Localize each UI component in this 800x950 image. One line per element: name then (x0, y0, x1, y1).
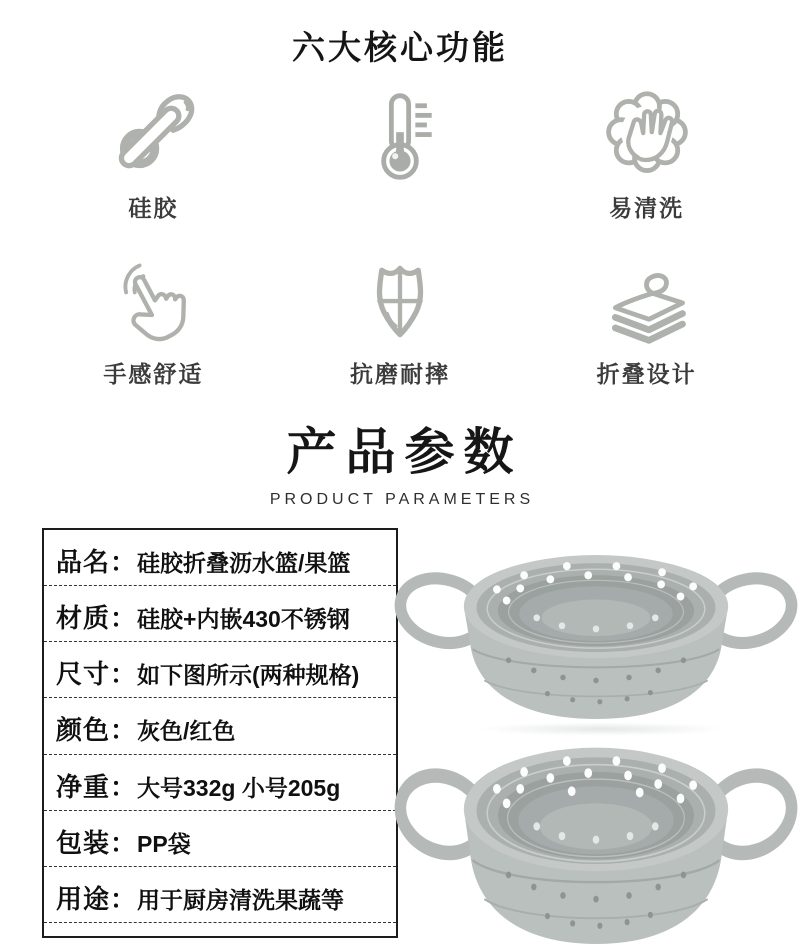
spec-row-usage (44, 867, 396, 923)
product-photo-top (392, 552, 800, 724)
spec-value: PP袋 (137, 830, 191, 857)
colander-illustration (392, 744, 800, 950)
feature-item-durable (277, 254, 524, 386)
spec-value: 灰色/红色 (137, 718, 236, 745)
pacifier-icon (105, 88, 201, 184)
spec-row-color (44, 698, 396, 754)
feature-item-easy-clean (523, 88, 770, 220)
feature-label: 硅胶 (128, 195, 179, 221)
spec-label: 尺寸： (56, 659, 138, 690)
feature-label: 易清洗 (609, 195, 685, 221)
spec-value: 硅胶折叠沥水篮/果篮 (137, 550, 351, 576)
feature-label: 折叠设计 (596, 361, 697, 387)
foam-hand-icon (599, 88, 695, 184)
colander-illustration (392, 552, 800, 724)
product-photo-bottom (392, 744, 800, 950)
features-section-title: 六大核心功能 (292, 29, 508, 66)
feature-item-foldable (523, 254, 770, 386)
spec-value: 硅胶+内嵌430不锈钢 (137, 606, 350, 633)
features-grid (30, 88, 770, 386)
shield-icon (352, 254, 448, 350)
spec-table (42, 528, 398, 938)
params-title-en: PRODUCT PARAMETERS (269, 491, 535, 508)
spec-row-weight (44, 755, 396, 811)
feature-label: 抗磨耐摔 (349, 361, 450, 387)
spec-row-name (44, 530, 396, 586)
spec-value: 大号332g 小号205g (137, 774, 341, 801)
spec-row-material (44, 586, 396, 642)
spec-label: 材质： (56, 603, 138, 634)
feature-item-temperature (277, 88, 524, 220)
feature-label: 手感舒适 (103, 361, 204, 387)
spec-row-packaging (44, 811, 396, 867)
params-section-header (0, 412, 800, 509)
spec-label: 用途： (56, 883, 138, 914)
spec-table-footer-space (44, 923, 396, 936)
spec-label: 品名： (56, 547, 138, 577)
feature-item-silicone (30, 88, 277, 220)
feature-item-comfort (30, 254, 277, 386)
spec-label: 颜色： (56, 715, 138, 746)
stacked-layers-icon (599, 254, 695, 350)
photo-reflection (478, 722, 728, 736)
params-title-cn: 产品参数 (286, 424, 523, 480)
spec-value: 用于厨房清洗果蔬等 (137, 886, 345, 913)
thermometer-icon (352, 88, 448, 184)
spec-row-size (44, 642, 396, 698)
spec-label: 包装： (56, 827, 138, 858)
touch-hand-icon (105, 254, 201, 350)
spec-label: 净重： (56, 771, 138, 802)
spec-value: 如下图所示(两种规格) (137, 662, 360, 689)
